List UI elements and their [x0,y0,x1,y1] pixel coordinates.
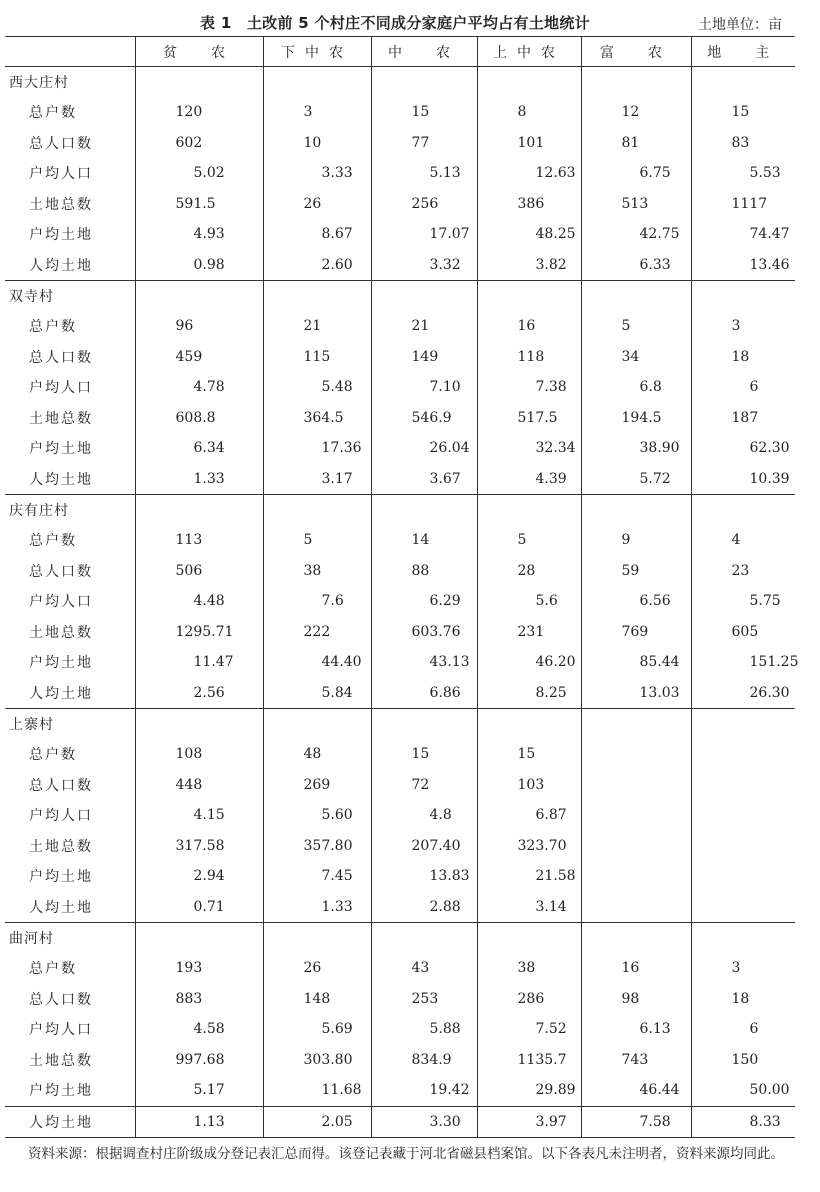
value-cell: 38 [263,556,371,587]
value-cell: 38.90 [581,433,691,464]
header-cell: 下中农 [263,37,371,67]
value-cell: 11.68 [263,1075,371,1106]
value-cell: 6.56 [581,586,691,617]
header-cell: 贫 农 [135,37,263,67]
value-cell: 96 [135,311,263,342]
header-cell: 地 主 [691,37,795,67]
value-cell: 2.94 [135,861,263,892]
empty-cell [477,67,581,98]
value-cell: 6.75 [581,158,691,189]
value-cell: 222 [263,617,371,648]
value-cell: 74.47 [691,219,795,250]
value-cell: 10 [263,128,371,159]
value-cell: 1.33 [135,464,263,495]
value-cell: 5 [581,311,691,342]
table-row [5,97,795,128]
row-label: 总人口数 [29,991,93,1008]
value-cell: 12 [581,97,691,128]
value-cell: 5.17 [135,1075,263,1106]
value-cell: 0.71 [135,892,263,923]
table-row [5,770,795,801]
value-cell: 2.05 [263,1106,371,1138]
table-row [5,892,795,923]
row-label: 总户数 [29,747,77,764]
row-label: 户均人口 [29,380,93,397]
value-cell: 98 [581,984,691,1015]
value-cell: 43 [371,953,477,984]
village-name: 曲河村 [5,923,135,954]
value-cell: 150 [691,1045,795,1076]
table-row [5,556,795,587]
value-cell [581,770,691,801]
value-cell: 5.75 [691,586,795,617]
land-statistics-table [5,36,799,1138]
value-cell: 6.87 [477,800,581,831]
value-cell: 48 [263,739,371,770]
value-cell: 4.48 [135,586,263,617]
village-header-row [5,495,795,526]
value-cell: 883 [135,984,263,1015]
empty-cell [135,281,263,312]
value-cell: 151.25 [691,647,795,678]
row-label: 人均土地 [29,257,93,274]
village-name: 双寺村 [5,281,135,312]
empty-cell [691,67,795,98]
value-cell: 364.5 [263,403,371,434]
value-cell: 997.68 [135,1045,263,1076]
row-label: 土地总数 [29,410,93,427]
value-cell: 10.39 [691,464,795,495]
value-cell [581,831,691,862]
value-cell: 207.40 [371,831,477,862]
value-cell [581,861,691,892]
value-cell: 9 [581,525,691,556]
value-cell: 26 [263,953,371,984]
table-row [5,984,795,1015]
row-label: 户均土地 [29,227,93,244]
value-cell: 34 [581,342,691,373]
empty-cell [581,923,691,954]
empty-cell [691,709,795,740]
empty-cell [581,67,691,98]
row-label: 户均人口 [29,808,93,825]
value-cell [691,800,795,831]
value-cell: 83 [691,128,795,159]
value-cell: 18 [691,342,795,373]
value-cell: 193 [135,953,263,984]
value-cell: 15 [371,97,477,128]
value-cell: 7.52 [477,1014,581,1045]
empty-cell [691,923,795,954]
value-cell: 546.9 [371,403,477,434]
header-cell: 上中农 [477,37,581,67]
value-cell [691,739,795,770]
row-label: 总户数 [29,961,77,978]
value-cell [581,892,691,923]
value-cell: 3.17 [263,464,371,495]
value-cell: 38 [477,953,581,984]
village-name: 上寨村 [5,709,135,740]
value-cell: 3.32 [371,250,477,281]
value-cell: 5.69 [263,1014,371,1045]
value-cell: 2.88 [371,892,477,923]
table-row [5,189,795,220]
value-cell: 7.10 [371,372,477,403]
value-cell: 608.8 [135,403,263,434]
empty-cell [477,495,581,526]
value-cell: 13.03 [581,678,691,709]
value-cell: 6 [691,1014,795,1045]
value-cell: 115 [263,342,371,373]
value-cell: 13.46 [691,250,795,281]
value-cell: 602 [135,128,263,159]
value-cell: 26.30 [691,678,795,709]
header-cell: 富 农 [581,37,691,67]
table-row [5,739,795,770]
table-row [5,1045,795,1076]
value-cell: 43.13 [371,647,477,678]
table-row [5,586,795,617]
table-row [5,311,795,342]
value-cell: 513 [581,189,691,220]
empty-cell [263,709,371,740]
value-cell: 6.34 [135,433,263,464]
value-cell: 5.72 [581,464,691,495]
table-row [5,647,795,678]
value-cell: 5.13 [371,158,477,189]
table-row [5,128,795,159]
value-cell: 3.33 [263,158,371,189]
value-cell: 506 [135,556,263,587]
value-cell: 603.76 [371,617,477,648]
empty-cell [135,709,263,740]
value-cell: 591.5 [135,189,263,220]
value-cell [691,892,795,923]
value-cell: 317.58 [135,831,263,862]
value-cell: 4.78 [135,372,263,403]
empty-cell [581,281,691,312]
row-label: 户均人口 [29,1022,93,1039]
value-cell: 46.20 [477,647,581,678]
value-cell: 5.88 [371,1014,477,1045]
value-cell: 769 [581,617,691,648]
value-cell: 32.34 [477,433,581,464]
value-cell: 834.9 [371,1045,477,1076]
value-cell: 4.39 [477,464,581,495]
row-label: 人均土地 [5,1106,135,1138]
value-cell: 21 [371,311,477,342]
value-cell: 269 [263,770,371,801]
value-cell: 4.93 [135,219,263,250]
value-cell: 148 [263,984,371,1015]
empty-cell [477,709,581,740]
value-cell [581,739,691,770]
value-cell: 12.63 [477,158,581,189]
unit-label: 土地单位：亩 [698,17,782,33]
table-row [5,617,795,648]
table-row [5,433,795,464]
row-label: 户均土地 [29,441,93,458]
empty-cell [135,923,263,954]
empty-cell [581,709,691,740]
row-label: 总户数 [29,105,77,122]
empty-cell [371,281,477,312]
value-cell: 303.80 [263,1045,371,1076]
value-cell: 17.36 [263,433,371,464]
value-cell: 118 [477,342,581,373]
value-cell: 5.60 [263,800,371,831]
value-cell: 4.15 [135,800,263,831]
row-label: 总人口数 [29,135,93,152]
value-cell: 21.58 [477,861,581,892]
value-cell: 44.40 [263,647,371,678]
value-cell: 113 [135,525,263,556]
value-cell: 1135.7 [477,1045,581,1076]
value-cell: 1117 [691,189,795,220]
value-cell: 2.56 [135,678,263,709]
value-cell: 3 [691,953,795,984]
value-cell: 5 [477,525,581,556]
value-cell: 7.6 [263,586,371,617]
empty-cell [371,923,477,954]
row-label: 户均土地 [29,655,93,672]
table-row [5,219,795,250]
table-row [5,800,795,831]
value-cell: 256 [371,189,477,220]
value-cell: 15 [691,97,795,128]
row-label: 土地总数 [29,1052,93,1069]
value-cell: 6 [691,372,795,403]
table-row [5,342,795,373]
value-cell: 18 [691,984,795,1015]
title-row [0,10,820,36]
table-row [5,372,795,403]
empty-cell [135,67,263,98]
village-name: 庆有庄村 [5,495,135,526]
row-label: 土地总数 [29,196,93,213]
table-row [5,678,795,709]
value-cell: 28 [477,556,581,587]
value-cell: 3.14 [477,892,581,923]
village-header-row [5,67,795,98]
row-label: 人均土地 [29,685,93,702]
table-row [5,1106,795,1138]
table-row [5,250,795,281]
value-cell: 386 [477,189,581,220]
empty-cell [691,281,795,312]
source-note: 资料来源：根据调查村庄阶级成分登记表汇总而得。该登记表藏于河北省磁县档案馆。以下各表凡未注明者，资料来源均同此。 [28,1146,784,1162]
value-cell: 5.48 [263,372,371,403]
value-cell: 6.29 [371,586,477,617]
value-cell: 62.30 [691,433,795,464]
value-cell: 4 [691,525,795,556]
value-cell: 16 [581,953,691,984]
value-cell [691,770,795,801]
village-name: 西大庄村 [9,75,69,91]
value-cell: 2.60 [263,250,371,281]
empty-cell [263,495,371,526]
value-cell: 3 [691,311,795,342]
value-cell: 72 [371,770,477,801]
row-label: 总人口数 [29,349,93,366]
value-cell: 7.38 [477,372,581,403]
value-cell: 3.97 [477,1106,581,1138]
row-label: 土地总数 [29,838,93,855]
value-cell: 42.75 [581,219,691,250]
value-cell: 1.33 [263,892,371,923]
value-cell: 26.04 [371,433,477,464]
row-label: 土地总数 [29,624,93,641]
value-cell: 8.67 [263,219,371,250]
value-cell: 48.25 [477,219,581,250]
value-cell: 6.86 [371,678,477,709]
empty-cell [263,923,371,954]
value-cell: 50.00 [691,1075,795,1106]
value-cell: 4.8 [371,800,477,831]
value-cell: 88 [371,556,477,587]
value-cell: 357.80 [263,831,371,862]
value-cell: 5 [263,525,371,556]
row-label: 总人口数 [29,563,93,580]
table-row [5,525,795,556]
value-cell: 3 [263,97,371,128]
value-cell: 15 [477,739,581,770]
empty-cell [135,495,263,526]
value-cell: 5.84 [263,678,371,709]
value-cell [581,800,691,831]
village-header-row [5,709,795,740]
value-cell [691,861,795,892]
value-cell: 5.6 [477,586,581,617]
village-header-row [5,923,795,954]
value-cell: 6.33 [581,250,691,281]
row-label: 总人口数 [29,777,93,794]
value-cell: 14 [371,525,477,556]
row-label: 总户数 [29,319,77,336]
value-cell: 8.25 [477,678,581,709]
value-cell: 1295.71 [135,617,263,648]
empty-cell [263,281,371,312]
value-cell: 7.58 [581,1106,691,1138]
value-cell: 149 [371,342,477,373]
row-label: 户均人口 [29,166,93,183]
table-row [5,464,795,495]
value-cell: 187 [691,403,795,434]
value-cell: 8.33 [691,1106,795,1138]
value-cell: 8 [477,97,581,128]
row-label: 户均土地 [29,869,93,886]
empty-cell [477,281,581,312]
value-cell: 5.02 [135,158,263,189]
value-cell: 4.58 [135,1014,263,1045]
value-cell: 15 [371,739,477,770]
value-cell: 17.07 [371,219,477,250]
empty-cell [263,67,371,98]
value-cell: 85.44 [581,647,691,678]
value-cell: 59 [581,556,691,587]
row-label: 人均土地 [29,899,93,916]
row-label: 户均土地 [29,1083,93,1100]
value-cell: 46.44 [581,1075,691,1106]
row-label: 总户数 [29,533,77,550]
table-title: 表 1 土改前 5 个村庄不同成分家庭户平均占有土地统计 [200,14,590,32]
value-cell: 459 [135,342,263,373]
value-cell: 253 [371,984,477,1015]
value-cell: 103 [477,770,581,801]
value-cell: 13.83 [371,861,477,892]
table-row [5,1075,795,1106]
value-cell: 81 [581,128,691,159]
value-cell: 323.70 [477,831,581,862]
value-cell: 26 [263,189,371,220]
header-cell-blank [5,37,135,67]
value-cell: 517.5 [477,403,581,434]
value-cell: 108 [135,739,263,770]
village-header-row [5,281,795,312]
header-row [5,37,795,67]
value-cell: 23 [691,556,795,587]
value-cell: 743 [581,1045,691,1076]
value-cell: 605 [691,617,795,648]
table-row [5,403,795,434]
value-cell: 101 [477,128,581,159]
table-row [5,831,795,862]
value-cell: 0.98 [135,250,263,281]
value-cell: 77 [371,128,477,159]
value-cell [691,831,795,862]
header-cell: 中 农 [371,37,477,67]
value-cell: 120 [135,97,263,128]
value-cell: 19.42 [371,1075,477,1106]
table-body [5,67,799,1138]
table-row [5,1014,795,1045]
empty-cell [477,923,581,954]
value-cell: 448 [135,770,263,801]
row-label: 人均土地 [29,471,93,488]
empty-cell [371,495,477,526]
value-cell: 6.13 [581,1014,691,1045]
table-row [5,953,795,984]
empty-cell [371,709,477,740]
table-row [5,861,795,892]
empty-cell [691,495,795,526]
table-row [5,158,795,189]
value-cell: 194.5 [581,403,691,434]
value-cell: 6.8 [581,372,691,403]
value-cell: 3.30 [371,1106,477,1138]
value-cell: 21 [263,311,371,342]
value-cell: 231 [477,617,581,648]
value-cell: 3.67 [371,464,477,495]
value-cell: 11.47 [135,647,263,678]
value-cell: 16 [477,311,581,342]
value-cell: 29.89 [477,1075,581,1106]
empty-cell [581,495,691,526]
empty-cell [371,67,477,98]
row-label: 户均人口 [29,594,93,611]
value-cell: 1.13 [135,1106,263,1138]
value-cell: 3.82 [477,250,581,281]
value-cell: 7.45 [263,861,371,892]
value-cell: 286 [477,984,581,1015]
value-cell: 5.53 [691,158,795,189]
